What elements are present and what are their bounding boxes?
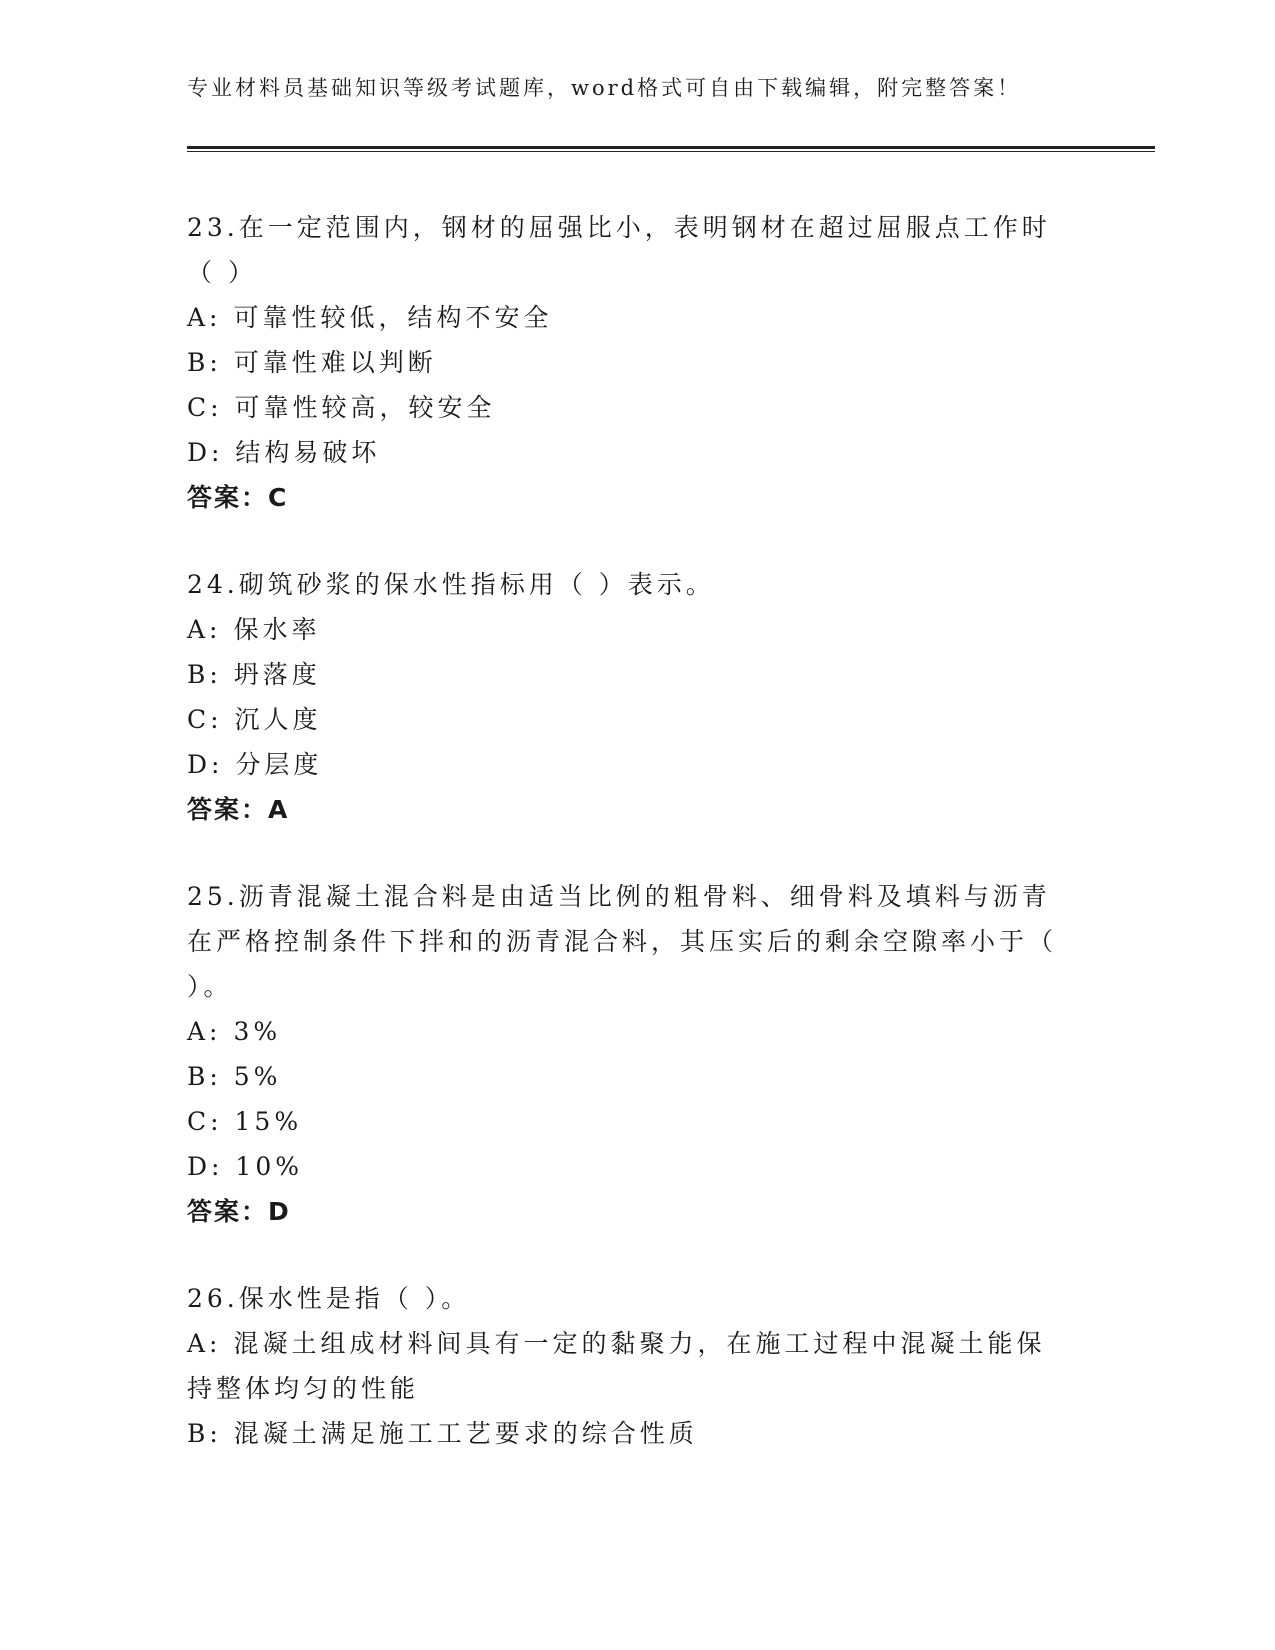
- option-letter: A:: [187, 1329, 222, 1358]
- option-text: 分层度: [235, 750, 323, 779]
- option-b: [187, 340, 1067, 385]
- question-25: [187, 874, 1067, 1234]
- option-text: 15%: [234, 1107, 303, 1136]
- option-text: 可靠性较低，结构不安全: [233, 303, 553, 332]
- option-b: [187, 652, 1067, 697]
- option-letter: A:: [187, 615, 222, 644]
- option-c: [187, 385, 1067, 430]
- question-stem: 25.沥青混凝土混合料是由适当比例的粗骨料、细骨料及填料与沥青在严格控制条件下拌和的沥青混合料，其压实后的剩余空隙率小于（ ）。: [187, 882, 1058, 1001]
- option-letter: A:: [187, 1017, 222, 1046]
- option-c: [187, 697, 1067, 742]
- option-d: [187, 1144, 1067, 1189]
- option-a: [187, 1009, 1067, 1054]
- option-letter: D:: [187, 438, 224, 467]
- option-text: 10%: [235, 1152, 303, 1181]
- option-text: 结构易破坏: [235, 438, 381, 467]
- answer-line: 答案：A: [187, 795, 290, 824]
- option-letter: B:: [187, 1062, 222, 1091]
- option-letter: B:: [187, 348, 222, 377]
- option-text: 保水率: [233, 615, 321, 644]
- option-d: [187, 742, 1067, 787]
- option-letter: B:: [187, 1419, 222, 1448]
- option-b: [187, 1411, 1067, 1456]
- option-b: [187, 1054, 1067, 1099]
- option-letter: A:: [187, 303, 222, 332]
- option-letter: D:: [187, 750, 224, 779]
- option-text: 坍落度: [233, 660, 321, 689]
- option-text: 可靠性难以判断: [233, 348, 437, 377]
- option-letter: C:: [187, 1107, 223, 1136]
- option-text: 5%: [233, 1062, 282, 1091]
- option-a: [187, 1321, 1067, 1411]
- option-text: 沉人度: [234, 705, 322, 734]
- option-text: 3%: [233, 1017, 282, 1046]
- answer-line: 答案：C: [187, 483, 289, 512]
- header-rule-thin: [187, 151, 1155, 152]
- option-letter: D:: [187, 1152, 224, 1181]
- question-stem: 24.砌筑砂浆的保水性指标用（ ）表示。: [187, 570, 715, 599]
- question-26: [187, 1276, 1067, 1456]
- option-a: [187, 607, 1067, 652]
- header-rule-thick: [187, 146, 1155, 149]
- option-text: 混凝土组成材料间具有一定的黏聚力，在施工过程中混凝土能保持整体均匀的性能: [187, 1329, 1046, 1403]
- question-24: [187, 562, 1067, 832]
- option-d: [187, 430, 1067, 475]
- question-23: [187, 205, 1067, 520]
- answer-line: 答案：D: [187, 1197, 291, 1226]
- page-header: 专业材料员基础知识等级考试题库，word格式可自由下载编辑，附完整答案！: [187, 76, 1022, 100]
- option-a: [187, 295, 1067, 340]
- question-stem: 23.在一定范围内，钢材的屈强比小，表明钢材在超过屈服点工作时（ ）: [187, 213, 1051, 287]
- option-text: 混凝土满足施工工艺要求的综合性质: [233, 1419, 698, 1448]
- question-stem: 26.保水性是指（ ）。: [187, 1284, 471, 1313]
- option-letter: C:: [187, 393, 223, 422]
- option-letter: B:: [187, 660, 222, 689]
- option-letter: C:: [187, 705, 223, 734]
- option-c: [187, 1099, 1067, 1144]
- option-text: 可靠性较高，较安全: [234, 393, 496, 422]
- question-list: [187, 205, 1067, 1498]
